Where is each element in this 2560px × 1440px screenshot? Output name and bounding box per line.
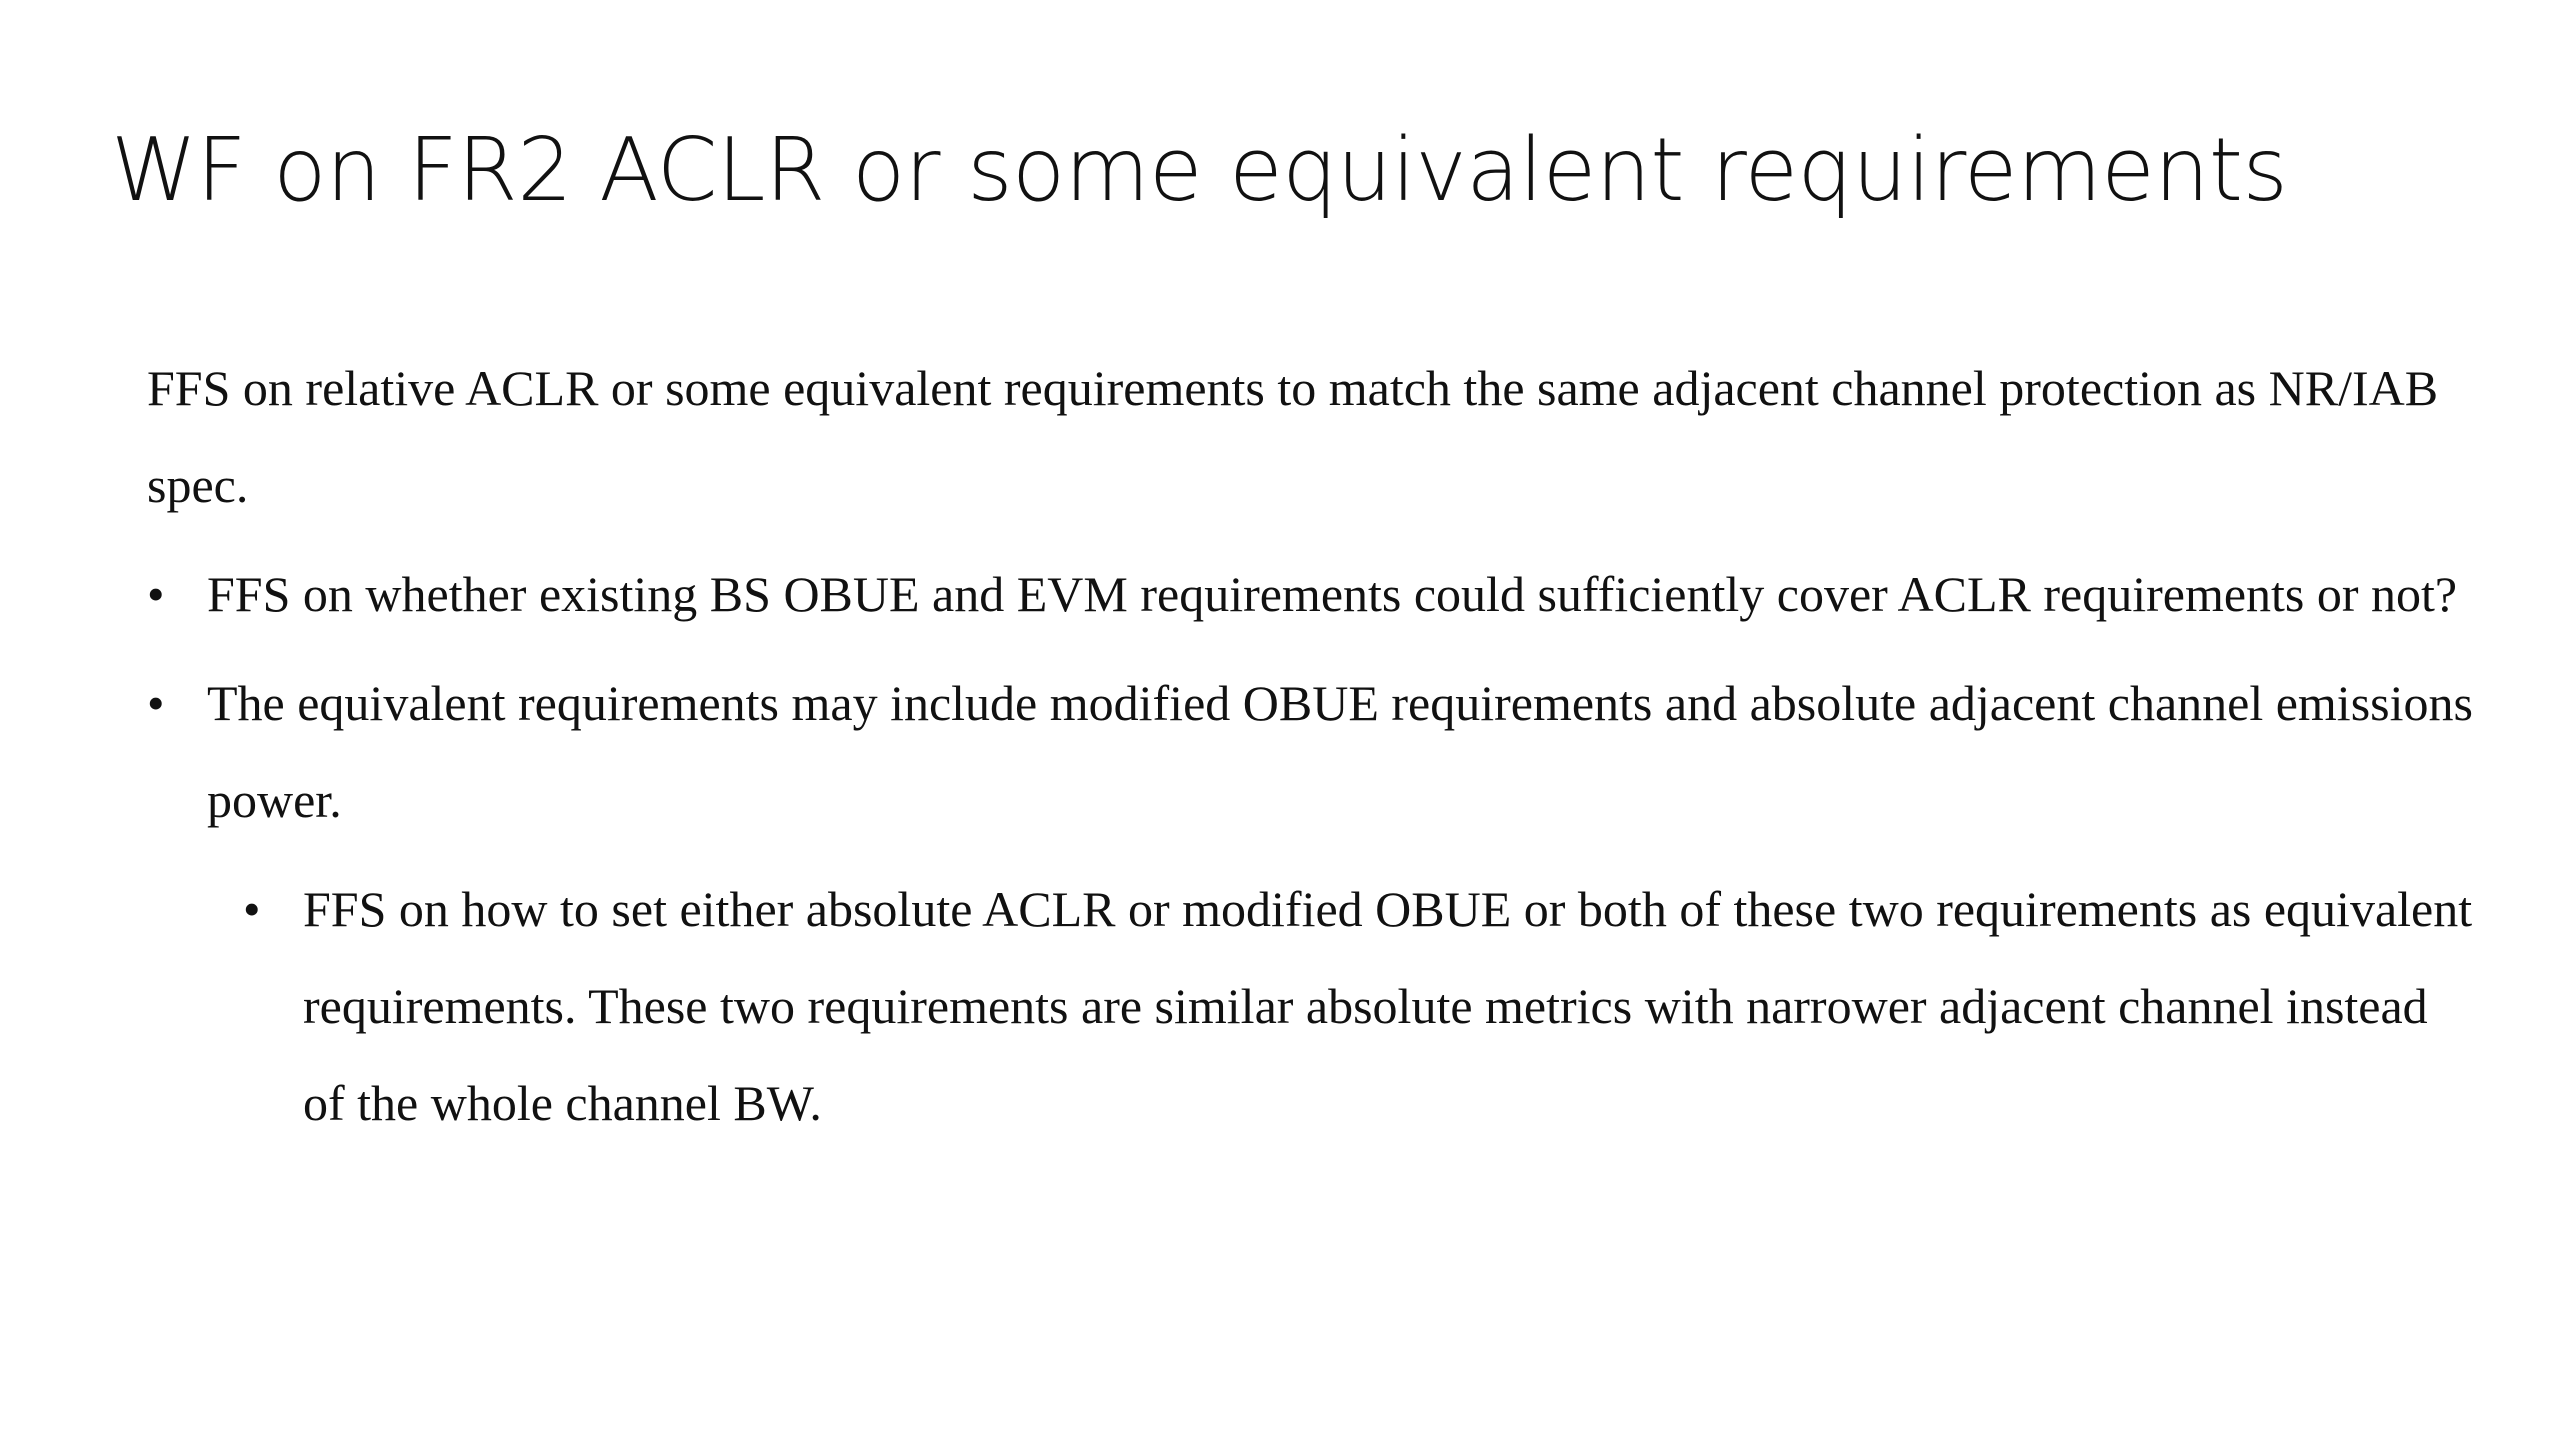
bullet-text: The equivalent requirements may include modified OBUE requirements and absolute adjacent channel emissions power. [207,675,2473,828]
sub-bullet-item [147,861,2477,1152]
bullet-icon: • [243,881,261,937]
bullet-text: FFS on whether existing BS OBUE and EVM requirements could sufficiently cover ACLR requirements or not? [207,566,2458,622]
bullet-item [147,546,2477,643]
bullet-icon: • [147,566,165,622]
bullet-item [147,655,2477,849]
slide-title: WF on FR2 ACLR or some equivalent requirements [111,119,2288,221]
slide-body [147,340,2477,1164]
bullet-icon: • [147,675,165,731]
intro-paragraph: FFS on relative ACLR or some equivalent requirements to match the same adjacent channel protection as NR/IAB spec. [147,360,2439,513]
bullet-text: FFS on how to set either absolute ACLR or modified OBUE or both of these two requirements as equivalent requirements. These two requirements are similar absolute metrics with narrower adjacent channel instead of the whole channel BW. [303,881,2473,1131]
